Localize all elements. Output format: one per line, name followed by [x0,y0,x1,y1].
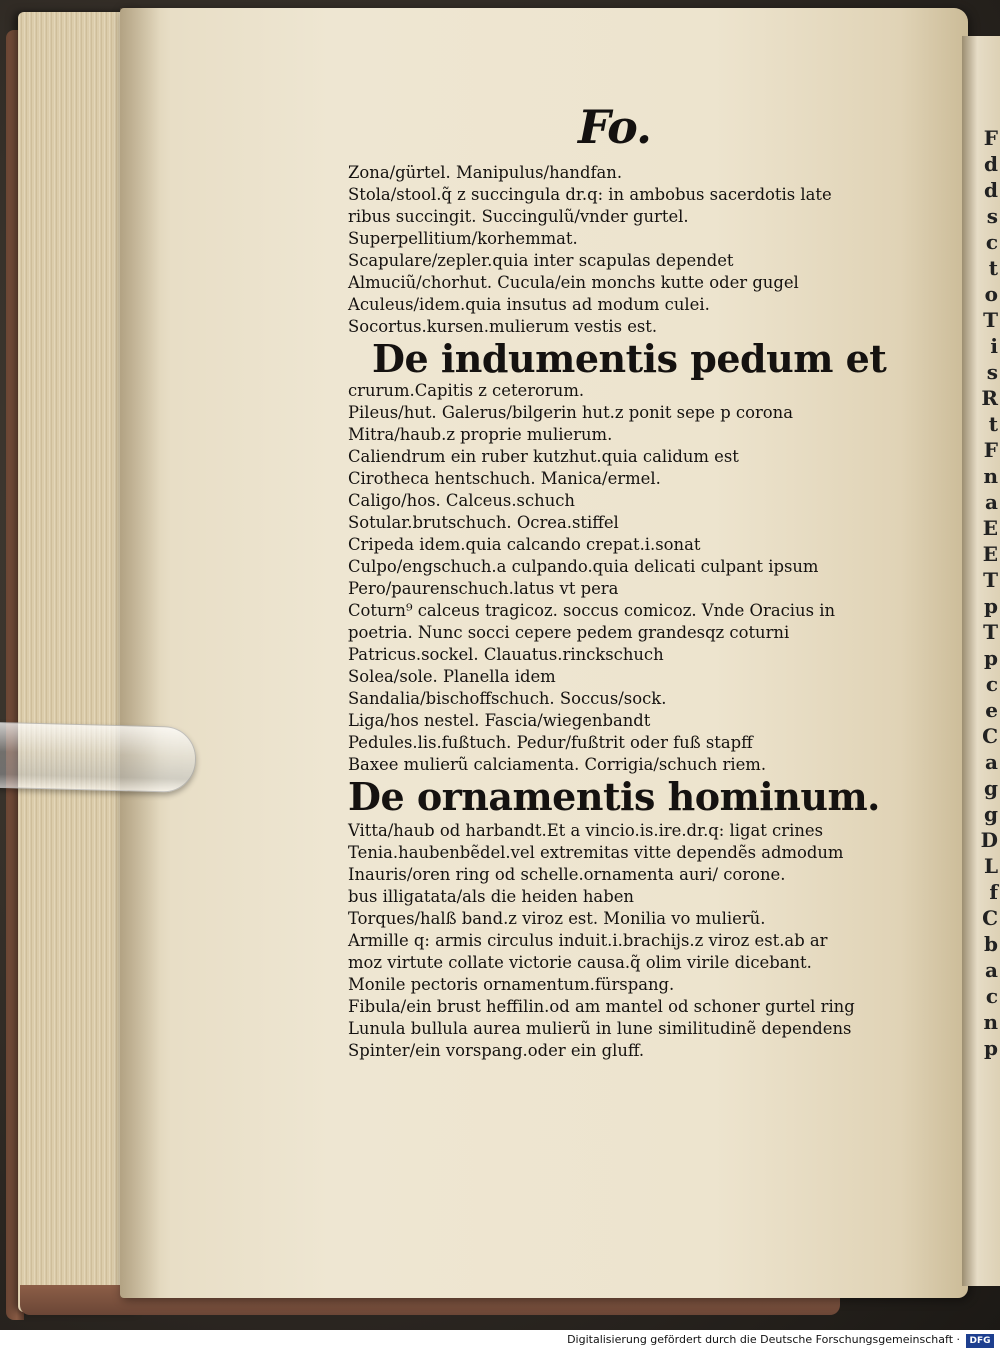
facing-page-glyph: C [982,724,998,748]
facing-page-glyph: F [983,438,998,462]
text-line: Lunula bullula aurea mulierũ in lune similitudinẽ dependens [348,1019,852,1038]
text-line: Superpellitium/korhemmat. [348,229,578,248]
text-line: bus illigatata/als die heiden haben [348,887,634,906]
facing-page-glyph: E [982,542,998,566]
facing-page-glyph: D [980,828,998,852]
glass-page-weight [0,721,197,793]
facing-page-glyph: a [985,958,998,982]
text-line: Caligo/hos. Calceus.schuch [348,491,575,510]
text-line: crurum.Capitis z ceterorum. [348,381,585,400]
facing-page-glyph: T [983,620,998,644]
text-line: Solea/sole. Planella idem [348,667,556,686]
text-line: Pedules.lis.fußtuch. Pedur/fußtrit oder fuß stapff [348,733,753,752]
text-line: Baxee mulierũ calciamenta. Corrigia/schuch riem. [348,755,767,774]
facing-page-glyph: C [982,906,998,930]
text-line: ribus succingit. Succingulũ/vnder gurtel. [348,207,689,226]
facing-page-glyph: T [983,308,998,332]
facing-page-glyph: a [985,750,998,774]
facing-page-glyph: F [983,126,998,150]
text-line: Zona/gürtel. Manipulus/handfan. [348,163,623,182]
facing-page-glyph: n [983,464,998,488]
facing-page-glyph: p [984,646,998,670]
facing-page-glyph: t [988,412,998,436]
text-line: Socortus.kursen.mulierum vestis est. [348,317,658,336]
facing-page-glyph: s [986,204,998,228]
facing-page-glyph: d [984,152,998,176]
text-line: Stola/stool.q̃ z succingula dr.q: in ambobus sacerdotis late [348,185,832,204]
dfg-logo: DFG [966,1334,994,1348]
facing-page-glyph: a [985,490,998,514]
facing-page-edge [962,36,1000,1286]
text-line: Sotular.brutschuch. Ocrea.stiffel [348,513,619,532]
facing-page-glyph: n [983,1010,998,1034]
text-line: Liga/hos nestel. Fascia/wiegenbandt [348,711,651,730]
text-line: Scapulare/zepler.quia inter scapulas dependet [348,251,734,270]
facing-page-glyph: p [984,594,998,618]
text-line: Monile pectoris ornamentum.fürspang. [348,975,675,994]
text-line: Cripeda idem.quia calcando crepat.i.sonat [348,535,701,554]
text-line: Fibula/ein brust heffilin.od am mantel od schoner gurtel ring [348,997,855,1016]
text-line: Aculeus/idem.quia insutus ad modum culei. [348,295,710,314]
text-line: Cirotheca hentschuch. Manica/ermel. [348,469,661,488]
section-heading: De ornamentis hominum. [348,774,880,819]
facing-page-glyph: o [984,282,998,306]
footer-credit: Digitalisierung gefördert durch die Deutsche Forschungsgemeinschaft · [567,1333,960,1346]
text-line: Patricus.sockel. Clauatus.rinckschuch [348,645,664,664]
section-heading: De indumentis pedum et [372,336,887,381]
facing-page-glyph: E [982,516,998,540]
footer-bar [0,1330,1000,1352]
text-line: Pero/paurenschuch.latus vt pera [348,579,619,598]
text-line: Vitta/haub od harbandt.Et a vincio.is.ire.dr.q: ligat crines [348,821,823,840]
text-line: Mitra/haub.z proprie mulierum. [348,425,613,444]
facing-page-glyph: e [985,698,998,722]
text-line: Pileus/hut. Galerus/bilgerin hut.z ponit sepe p corona [348,403,793,422]
facing-page-glyph: b [984,932,998,956]
text-line: Sandalia/bischoffschuch. Soccus/sock. [348,689,667,708]
text-line: moz virtute collate victorie causa.q̃ olim virile dicebant. [348,953,812,972]
text-line: poetria. Nunc socci cepere pedem grandesqz coturni [348,623,790,642]
facing-page-glyph: g [984,802,998,826]
facing-page-glyph: c [985,984,998,1008]
facing-page-glyph: c [985,230,998,254]
facing-page-glyph: c [985,672,998,696]
facing-page-glyph: i [990,334,998,358]
text-line: Culpo/engschuch.a culpando.quia delicati culpant ipsum [348,557,819,576]
folio-mark: Fo. [578,100,652,154]
facing-page-glyph: s [986,360,998,384]
text-line: Spinter/ein vorspang.oder ein gluff. [348,1041,645,1060]
text-line: Inauris/oren ring od schelle.ornamenta auri/ corone. [348,865,786,884]
facing-page-glyph: t [988,256,998,280]
text-line: Caliendrum ein ruber kutzhut.quia calidum est [348,447,739,466]
facing-page-glyph: d [984,178,998,202]
text-line: Tenia.haubenbẽdel.vel extremitas vitte dependẽs admodum [348,843,844,862]
text-line: Almuciũ/chorhut. Cucula/ein monchs kutte oder gugel [348,273,799,292]
facing-page-glyph: L [983,854,998,878]
facing-page-glyph: f [989,880,998,904]
text-line: Armille q: armis circulus induit.i.brachijs.z viroz est.ab ar [348,931,828,950]
text-line: Coturn⁹ calceus tragicoz. soccus comicoz. Vnde Oracius in [348,601,835,620]
facing-page-glyph: R [981,386,998,410]
gutter-shadow [120,8,160,1298]
text-line: Torques/halß band.z viroz est. Monilia vo mulierũ. [348,909,766,928]
facing-page-glyph: g [984,776,998,800]
facing-page-glyph: T [983,568,998,592]
facing-page-glyph: p [984,1036,998,1060]
